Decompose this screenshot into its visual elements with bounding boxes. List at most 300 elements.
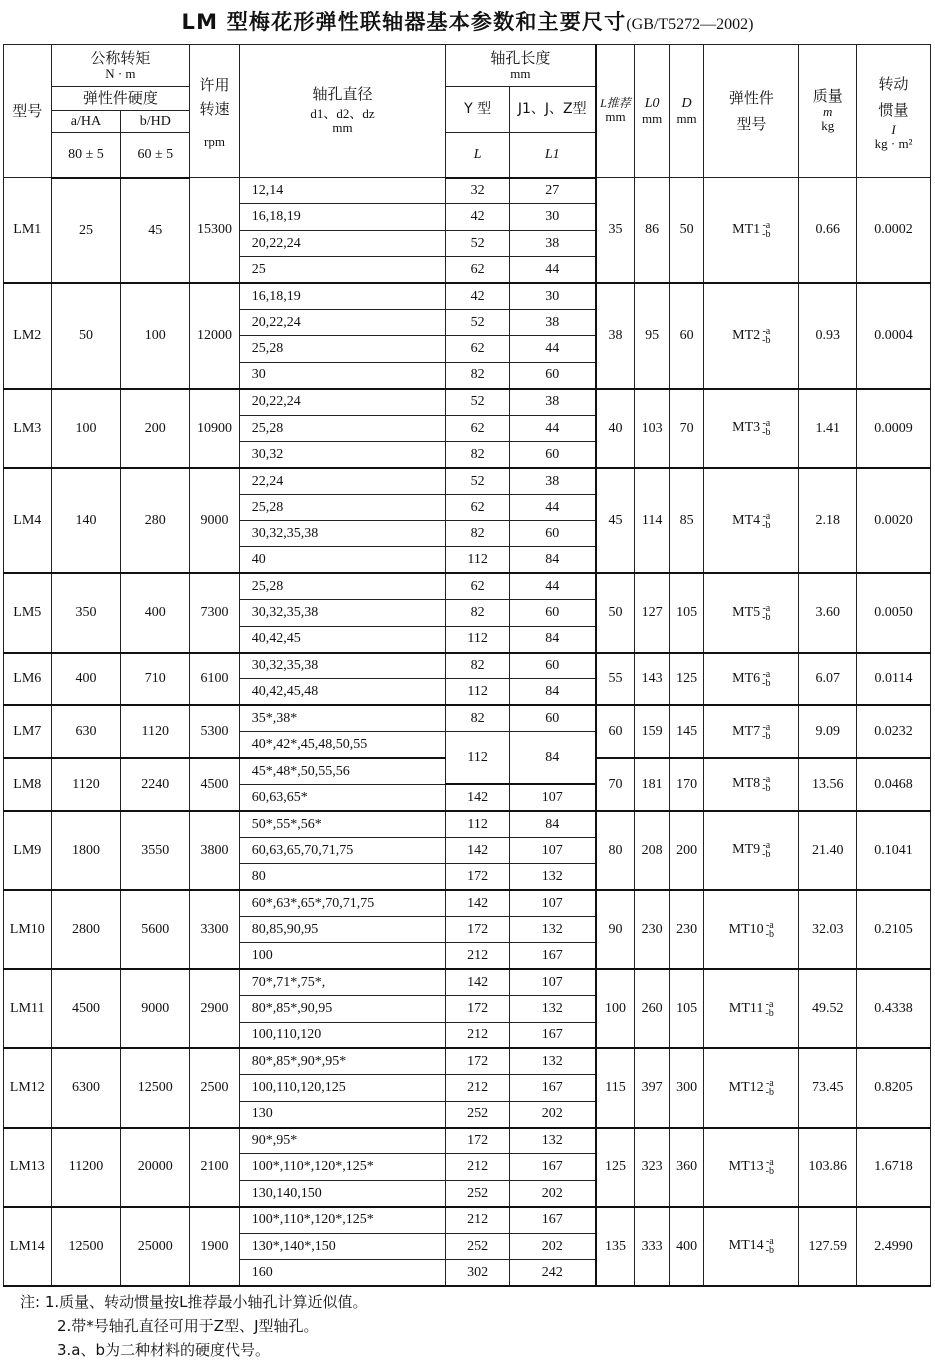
cell-L1: 167 (509, 1022, 595, 1048)
cell-L: 82 (446, 521, 510, 547)
elastic-model-suffix (765, 1000, 773, 1018)
cell-L1: 44 (509, 257, 595, 283)
table-header (4, 45, 931, 178)
header-j-type: J1、J、Z型 (509, 87, 595, 133)
cell-speed: 2100 (190, 1128, 240, 1207)
cell-L: 172 (446, 864, 510, 890)
header-d (669, 45, 703, 178)
cell-torque-a: 2800 (51, 890, 121, 969)
cell-l-recommended: 115 (596, 1048, 635, 1127)
table-row (4, 890, 931, 916)
table-row (4, 389, 931, 415)
cell-mass: 127.59 (799, 1207, 857, 1286)
cell-bore: 30,32,35,38 (239, 521, 445, 547)
elastic-suffix-b: -b (765, 1166, 774, 1178)
header-speed (190, 45, 240, 178)
cell-elastic-model (704, 389, 799, 468)
cell-l-recommended: 60 (596, 705, 635, 758)
cell-d: 60 (669, 283, 703, 389)
cell-torque-b: 5600 (121, 890, 190, 969)
cell-L: 142 (446, 837, 510, 863)
cell-d: 125 (669, 653, 703, 706)
notes-label: 注: (20, 1293, 41, 1311)
cell-bore: 35*,38* (239, 705, 445, 731)
cell-torque-a: 400 (51, 653, 121, 706)
elastic-model-name: MT1 (732, 222, 761, 238)
elastic-suffix-b: -b (762, 229, 771, 241)
cell-bore: 100,110,120,125 (239, 1075, 445, 1101)
cell-bore: 20,22,24 (239, 309, 445, 335)
cell-L: 82 (446, 362, 510, 388)
elastic-suffix-b: -b (762, 730, 771, 742)
cell-inertia: 0.0020 (857, 468, 931, 574)
cell-L: 52 (446, 468, 510, 494)
cell-bore: 20,22,24 (239, 230, 445, 256)
cell-bore: 160 (239, 1260, 445, 1286)
cell-mass: 9.09 (799, 705, 857, 758)
cell-torque-a: 1120 (51, 758, 121, 811)
cell-bore: 25,28 (239, 573, 445, 599)
elastic-suffix-a: -a (762, 602, 771, 614)
title-standard: (GB/T5272—2002) (626, 16, 754, 33)
elastic-suffix-a: -a (762, 721, 771, 733)
notes (20, 1290, 368, 1362)
cell-L: 32 (446, 178, 510, 204)
cell-torque-b: 280 (121, 468, 190, 574)
cell-l0: 114 (635, 468, 669, 574)
cell-elastic-model (704, 468, 799, 574)
elastic-suffix-a: -a (762, 325, 771, 337)
cell-L: 62 (446, 573, 510, 599)
cell-L1: 30 (509, 204, 595, 230)
cell-L1: 132 (509, 864, 595, 890)
cell-L: 172 (446, 1128, 510, 1154)
cell-bore: 22,24 (239, 468, 445, 494)
cell-L1: 30 (509, 283, 595, 309)
elastic-model-name: MT11 (728, 1001, 764, 1017)
header-elastic-label: 弹性件型号 (728, 89, 774, 133)
header-bore-symbol: d1、d2、dz (310, 105, 375, 121)
coupling-parameter-table (3, 44, 931, 1287)
cell-speed: 4500 (190, 758, 240, 811)
cell-torque-a: 12500 (51, 1207, 121, 1286)
elastic-suffix-a: -a (762, 774, 771, 786)
cell-L: 212 (446, 1154, 510, 1180)
header-inertia-unit: kg · m² (874, 136, 913, 151)
cell-bore: 100 (239, 943, 445, 969)
cell-L1: 132 (509, 1128, 595, 1154)
header-length-label: 轴孔长度 (490, 49, 551, 68)
header-torque-label: 公称转矩 (90, 49, 151, 68)
cell-l0: 208 (635, 811, 669, 890)
cell-d: 300 (669, 1048, 703, 1127)
elastic-suffix-b: -b (762, 783, 771, 795)
cell-speed: 10900 (190, 389, 240, 468)
cell-L1: 38 (509, 468, 595, 494)
cell-l0: 86 (635, 178, 669, 284)
elastic-suffix-a: -a (765, 919, 774, 931)
cell-model: LM10 (4, 890, 52, 969)
header-length-unit: mm (510, 65, 531, 81)
table-row (4, 468, 931, 494)
cell-torque-a: 4500 (51, 969, 121, 1048)
cell-l-recommended: 40 (596, 389, 635, 468)
cell-L1: 167 (509, 1075, 595, 1101)
cell-d: 170 (669, 758, 703, 811)
cell-mass: 3.60 (799, 573, 857, 652)
cell-L: 52 (446, 230, 510, 256)
elastic-model-suffix (762, 512, 770, 530)
header-inertia-symbol: I (891, 121, 896, 137)
elastic-suffix-a: -a (762, 840, 771, 852)
cell-l-recommended: 70 (596, 758, 635, 811)
cell-L: 252 (446, 1233, 510, 1259)
cell-bore: 30 (239, 362, 445, 388)
cell-bore: 80*,85*,90*,95* (239, 1048, 445, 1074)
cell-torque-b: 1120 (121, 705, 190, 758)
cell-L1: 84 (509, 679, 595, 705)
header-l-recommended-label: L推荐 (600, 96, 631, 111)
cell-l-recommended: 55 (596, 653, 635, 706)
cell-l0: 260 (635, 969, 669, 1048)
cell-torque-a: 140 (51, 468, 121, 574)
cell-elastic-model (704, 1048, 799, 1127)
cell-bore: 16,18,19 (239, 204, 445, 230)
cell-L: 142 (446, 890, 510, 916)
cell-l0: 103 (635, 389, 669, 468)
cell-bore: 80*,85*,90,95 (239, 996, 445, 1022)
cell-l-recommended: 125 (596, 1128, 635, 1207)
header-y-type: Y 型 (446, 87, 510, 133)
cell-L: 142 (446, 784, 510, 810)
cell-speed: 7300 (190, 573, 240, 652)
header-torque (51, 45, 190, 87)
cell-L: 112 (446, 811, 510, 837)
cell-l0: 95 (635, 283, 669, 389)
note-2: 2.带*号轴孔直径可用于Z型、J型轴孔。 (57, 1317, 319, 1335)
cell-L1: 60 (509, 600, 595, 626)
cell-elastic-model (704, 811, 799, 890)
cell-l-recommended: 45 (596, 468, 635, 574)
elastic-suffix-b: -b (765, 1245, 774, 1257)
note-1: 1.质量、转动惯量按L推荐最小轴孔计算近似值。 (44, 1293, 368, 1311)
cell-model: LM6 (4, 653, 52, 706)
header-l0-label: L0 (644, 96, 660, 112)
cell-l0: 230 (635, 890, 669, 969)
cell-L1: 44 (509, 573, 595, 599)
cell-bore: 80,85,90,95 (239, 916, 445, 942)
header-l-recommended-unit: mm (605, 109, 626, 125)
cell-torque-b: 2240 (121, 758, 190, 811)
cell-L: 42 (446, 204, 510, 230)
cell-L: 212 (446, 943, 510, 969)
header-bore-unit: mm (332, 120, 353, 136)
cell-L1: 107 (509, 837, 595, 863)
cell-L: 172 (446, 996, 510, 1022)
cell-bore: 60,63,65,70,71,75 (239, 837, 445, 863)
cell-inertia: 0.0114 (857, 653, 931, 706)
elastic-suffix-b: -b (762, 849, 771, 861)
cell-elastic-model (704, 1128, 799, 1207)
cell-bore: 40,42,45 (239, 626, 445, 652)
cell-elastic-model (704, 653, 799, 706)
cell-bore: 90*,95* (239, 1128, 445, 1154)
cell-model: LM1 (4, 178, 52, 284)
cell-torque-a: 6300 (51, 1048, 121, 1127)
cell-bore: 60*,63*,65*,70,71,75 (239, 890, 445, 916)
elastic-model-suffix (762, 327, 770, 345)
cell-bore: 60,63,65* (239, 784, 445, 810)
cell-L: 62 (446, 257, 510, 283)
header-torque-unit: N · m (105, 65, 136, 81)
cell-L: 112 (446, 732, 510, 785)
header-model: 型号 (4, 45, 52, 178)
note-3: 3.a、b为二种材料的硬度代号。 (57, 1341, 271, 1359)
cell-L: 302 (446, 1260, 510, 1286)
note-1-line (20, 1290, 368, 1314)
header-L: L (446, 133, 510, 178)
cell-bore: 40,42,45,48 (239, 679, 445, 705)
cell-elastic-model (704, 890, 799, 969)
header-mass-label: 质量 (812, 87, 843, 106)
elastic-suffix-b: -b (765, 928, 774, 940)
cell-bore: 45*,48*,50,55,56 (239, 758, 445, 784)
elastic-suffix-b: -b (762, 677, 771, 689)
cell-L1: 84 (509, 811, 595, 837)
cell-inertia: 0.0009 (857, 389, 931, 468)
cell-d: 50 (669, 178, 703, 284)
cell-elastic-model (704, 178, 799, 284)
cell-torque-b: 12500 (121, 1048, 190, 1127)
elastic-suffix-b: -b (762, 427, 771, 439)
cell-torque-a: 11200 (51, 1128, 121, 1207)
cell-bore: 25,28 (239, 494, 445, 520)
cell-L: 212 (446, 1022, 510, 1048)
cell-inertia: 0.0232 (857, 705, 931, 758)
cell-L1: 132 (509, 916, 595, 942)
cell-elastic-model (704, 573, 799, 652)
cell-elastic-model (704, 705, 799, 758)
elastic-suffix-a: -a (762, 220, 771, 232)
cell-speed: 2900 (190, 969, 240, 1048)
cell-L1: 44 (509, 415, 595, 441)
cell-L1: 38 (509, 309, 595, 335)
cell-torque-a: 630 (51, 705, 121, 758)
cell-speed: 6100 (190, 653, 240, 706)
elastic-model-name: MT10 (728, 921, 764, 937)
cell-bore: 12,14 (239, 178, 445, 204)
elastic-model-name: MT7 (732, 723, 761, 739)
cell-model: LM11 (4, 969, 52, 1048)
cell-torque-b: 25000 (121, 1207, 190, 1286)
cell-mass: 2.18 (799, 468, 857, 574)
header-elastic (704, 45, 799, 178)
cell-L: 252 (446, 1101, 510, 1127)
cell-speed: 12000 (190, 283, 240, 389)
cell-model: LM3 (4, 389, 52, 468)
cell-mass: 32.03 (799, 890, 857, 969)
table-row (4, 573, 931, 599)
cell-d: 145 (669, 705, 703, 758)
elastic-model-name: MT5 (732, 605, 761, 621)
cell-L: 62 (446, 336, 510, 362)
cell-L1: 60 (509, 521, 595, 547)
cell-torque-b: 710 (121, 653, 190, 706)
cell-L1: 38 (509, 389, 595, 415)
cell-L: 42 (446, 283, 510, 309)
cell-L1: 132 (509, 1048, 595, 1074)
elastic-model-suffix (766, 1079, 774, 1097)
cell-d: 230 (669, 890, 703, 969)
elastic-model-name: MT6 (732, 671, 761, 687)
table-row (4, 178, 931, 204)
cell-bore: 130,140,150 (239, 1180, 445, 1206)
cell-L: 52 (446, 309, 510, 335)
cell-l0: 397 (635, 1048, 669, 1127)
cell-l0: 181 (635, 758, 669, 811)
cell-inertia: 0.2105 (857, 890, 931, 969)
cell-model: LM7 (4, 705, 52, 758)
elastic-model-suffix (762, 775, 770, 793)
cell-speed: 1900 (190, 1207, 240, 1286)
cell-L1: 167 (509, 1207, 595, 1233)
cell-speed: 15300 (190, 178, 240, 284)
cell-l0: 323 (635, 1128, 669, 1207)
cell-L: 82 (446, 441, 510, 467)
header-bore (239, 45, 445, 178)
cell-speed: 3800 (190, 811, 240, 890)
title-main: LM 型梅花形弹性联轴器基本参数和主要尺寸 (181, 10, 627, 34)
elastic-suffix-a: -a (762, 510, 771, 522)
cell-model: LM8 (4, 758, 52, 811)
cell-bore: 25,28 (239, 415, 445, 441)
header-hardness-a: a/HA (51, 111, 121, 133)
cell-L: 62 (446, 494, 510, 520)
cell-L1: 60 (509, 362, 595, 388)
cell-torque-a: 100 (51, 389, 121, 468)
cell-bore: 40 (239, 547, 445, 573)
cell-bore: 70*,71*,75*, (239, 969, 445, 995)
header-l0-unit: mm (642, 110, 663, 126)
cell-L1: 84 (509, 732, 595, 785)
cell-inertia: 0.8205 (857, 1048, 931, 1127)
cell-bore: 130 (239, 1101, 445, 1127)
cell-torque-b: 3550 (121, 811, 190, 890)
header-hardness: 弹性件硬度 (51, 87, 190, 111)
cell-model: LM12 (4, 1048, 52, 1127)
cell-torque-b: 200 (121, 389, 190, 468)
elastic-model-name: MT9 (732, 842, 761, 858)
cell-L: 142 (446, 969, 510, 995)
cell-L: 62 (446, 415, 510, 441)
cell-L1: 107 (509, 890, 595, 916)
cell-model: LM9 (4, 811, 52, 890)
elastic-suffix-b: -b (765, 1086, 774, 1098)
cell-L1: 60 (509, 653, 595, 679)
cell-L1: 38 (509, 230, 595, 256)
cell-L1: 44 (509, 336, 595, 362)
cell-L1: 167 (509, 1154, 595, 1180)
elastic-model-suffix (766, 1158, 774, 1176)
cell-torque-b: 400 (121, 573, 190, 652)
cell-bore: 20,22,24 (239, 389, 445, 415)
cell-L1: 60 (509, 705, 595, 731)
cell-d: 400 (669, 1207, 703, 1286)
cell-bore: 100*,110*,120*,125* (239, 1154, 445, 1180)
cell-d: 105 (669, 573, 703, 652)
cell-inertia: 1.6718 (857, 1128, 931, 1207)
cell-L1: 60 (509, 441, 595, 467)
elastic-model-suffix (762, 670, 770, 688)
cell-l-recommended: 135 (596, 1207, 635, 1286)
cell-bore: 50*,55*,56* (239, 811, 445, 837)
cell-L: 82 (446, 653, 510, 679)
header-length (446, 45, 596, 87)
cell-mass: 103.86 (799, 1128, 857, 1207)
cell-bore: 30,32 (239, 441, 445, 467)
cell-torque-a: 350 (51, 573, 121, 652)
cell-mass: 13.56 (799, 758, 857, 811)
elastic-suffix-a: -a (762, 418, 771, 430)
elastic-model-name: MT8 (732, 776, 761, 792)
cell-mass: 0.66 (799, 178, 857, 284)
cell-L1: 202 (509, 1180, 595, 1206)
cell-inertia: 0.1041 (857, 811, 931, 890)
cell-L1: 84 (509, 626, 595, 652)
cell-l-recommended: 35 (596, 178, 635, 284)
elastic-suffix-a: -a (762, 668, 771, 680)
table-row (4, 1128, 931, 1154)
cell-L: 112 (446, 679, 510, 705)
cell-speed: 9000 (190, 468, 240, 574)
elastic-suffix-a: -a (765, 998, 774, 1010)
cell-torque-b: 20000 (121, 1128, 190, 1207)
cell-L: 172 (446, 1048, 510, 1074)
table-row (4, 969, 931, 995)
elastic-suffix-a: -a (765, 1157, 774, 1169)
elastic-model-suffix (762, 604, 770, 622)
header-inertia (857, 45, 931, 178)
cell-model: LM5 (4, 573, 52, 652)
elastic-suffix-b: -b (762, 519, 771, 531)
cell-torque-b: 9000 (121, 969, 190, 1048)
cell-l0: 143 (635, 653, 669, 706)
cell-model: LM14 (4, 1207, 52, 1286)
cell-L1: 167 (509, 943, 595, 969)
table-row (4, 705, 931, 731)
elastic-model-name: MT14 (728, 1238, 764, 1254)
cell-speed: 2500 (190, 1048, 240, 1127)
elastic-model-name: MT2 (732, 328, 761, 344)
cell-L1: 27 (509, 178, 595, 204)
cell-L1: 107 (509, 969, 595, 995)
cell-d: 200 (669, 811, 703, 890)
cell-torque-a: 1800 (51, 811, 121, 890)
cell-L: 212 (446, 1207, 510, 1233)
cell-inertia: 0.0050 (857, 573, 931, 652)
cell-L1: 242 (509, 1260, 595, 1286)
elastic-suffix-b: -b (765, 1007, 774, 1019)
elastic-model-suffix (762, 221, 770, 239)
cell-L: 212 (446, 1075, 510, 1101)
cell-bore: 25 (239, 257, 445, 283)
cell-model: LM4 (4, 468, 52, 574)
cell-d: 70 (669, 389, 703, 468)
elastic-model-name: MT4 (732, 512, 761, 528)
table-body (4, 178, 931, 1286)
header-speed-label: 许用转速 (199, 75, 230, 118)
elastic-suffix-a: -a (765, 1236, 774, 1248)
